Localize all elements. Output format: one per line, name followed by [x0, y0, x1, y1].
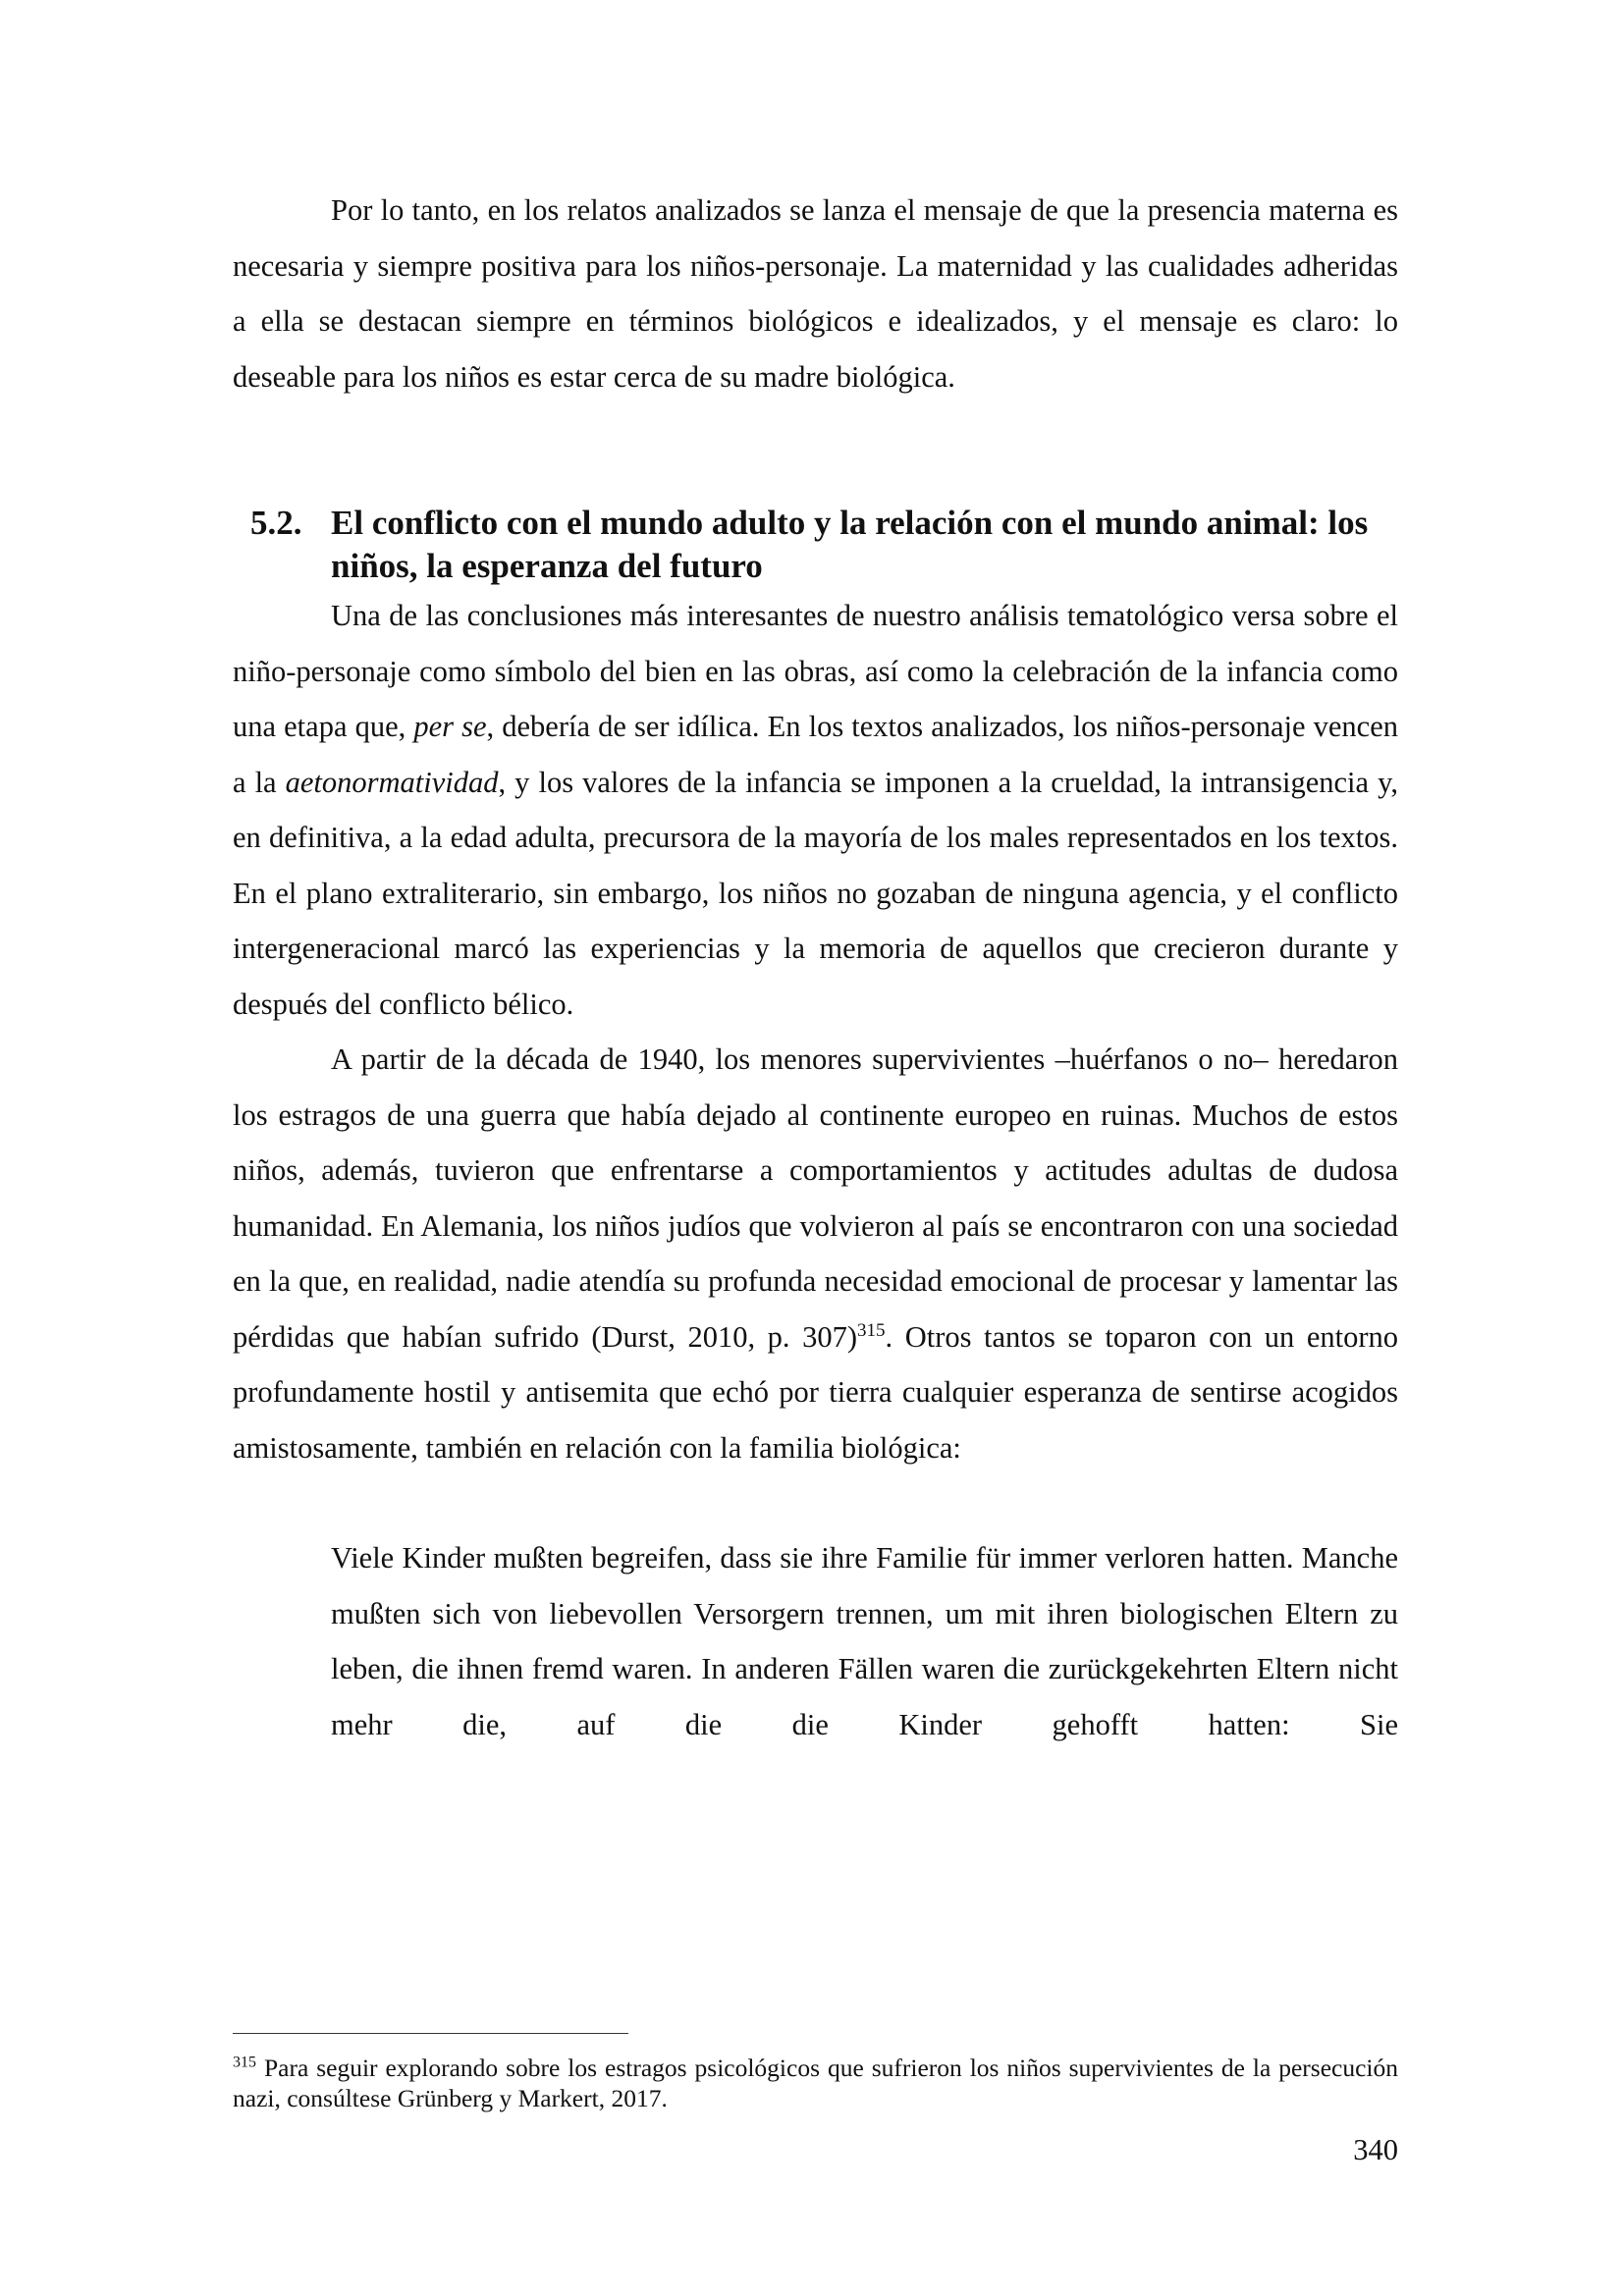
- section-number: 5.2.: [250, 504, 302, 542]
- block-quote: [331, 1530, 1398, 1752]
- block-quote-text: Viele Kinder mußten begreifen, dass sie ihre Familie für immer verloren hatten. Manche mußten sich von liebevollen Versorgern trennen, um mit ihren biologischen Eltern zu leben, die ihnen fremd waren. In anderen Fällen waren die zurückgekehrten Eltern nicht mehr die, auf die die Kinder gehofft hatten: Sie: [331, 1541, 1398, 1741]
- section-heading: [233, 502, 1398, 588]
- italic-term-aetonormatividad: aetonormatividad: [285, 765, 499, 799]
- paragraph-text: Una de las conclusiones más interesantes de nuestro análisis tematológico versa sobre el niño-personaje como símbolo del bien en las obras, así como la celebración de la infancia como una etapa que,: [233, 599, 1398, 743]
- paragraph-child-symbol: [233, 588, 1398, 1032]
- footnote-reference: 315: [857, 1319, 886, 1341]
- paragraph-text: , y los valores de la infancia se imponen a la crueldad, la intransigencia y, en definitiva, a la edad adulta, precursora de la mayoría de los males representados en los textos. En el plano extraliterario, sin embargo, los niños no gozaban de ninguna agencia, y el conflicto intergeneracional marcó las experiencias y la memoria de aquellos que crecieron durante y después del conflicto bélico.: [233, 765, 1398, 1021]
- paragraph-text: , debería de ser idílica. En los textos analizados, los niños-personaje vencen a la: [233, 710, 1398, 799]
- italic-term-per-se: per se: [413, 710, 487, 743]
- footnote-number: 315: [233, 2054, 256, 2071]
- footnote-separator: [233, 2033, 628, 2034]
- section-title: El conflicto con el mundo adulto y la relación con el mundo animal: los niños, la esperanza del futuro: [331, 504, 1369, 585]
- paragraph-text: . Otros tantos se toparon con un entorno profundamente hostil y antisemita que echó por tierra cualquier esperanza de sentirse acogidos amistosamente, también en relación con la familia biológica:: [233, 1319, 1398, 1465]
- paragraph-maternal-presence: Por lo tanto, en los relatos analizados se lanza el mensaje de que la presencia materna es necesaria y siempre positiva para los niños-personaje. La maternidad y las cualidades adheridas a ella se destacan siempre en términos biológicos e idealizados, y el mensaje es claro: lo deseable para los niños es estar cerca de su madre biológica.: [233, 193, 1398, 394]
- page-number: 340: [1353, 2133, 1398, 2166]
- paragraph-text: A partir de la década de 1940, los menores supervivientes –huérfanos o no– heredaron los estragos de una guerra que había dejado al continente europeo en ruinas. Muchos de estos niños, además, tuvieron que enfrentarse a comportamientos y actitudes adultas de dudosa humanidad. En Alemania, los niños judíos que volvieron al país se encontraron con una sociedad en la que, en realidad, nadie atendía su profunda necesidad emocional de procesar y lamentar las pérdidas que habían sufrido (Durst, 2010, p. 307): [233, 1042, 1398, 1354]
- paragraph-postwar-children: [233, 1032, 1398, 1475]
- page-body: [233, 183, 1398, 1752]
- footnote-text: Para seguir explorando sobre los estragos psicológicos que sufrieron los niños supervivientes de la persecución nazi, consúltese Grünberg y Markert, 2017.: [233, 2054, 1399, 2112]
- footnote: [233, 2053, 1398, 2113]
